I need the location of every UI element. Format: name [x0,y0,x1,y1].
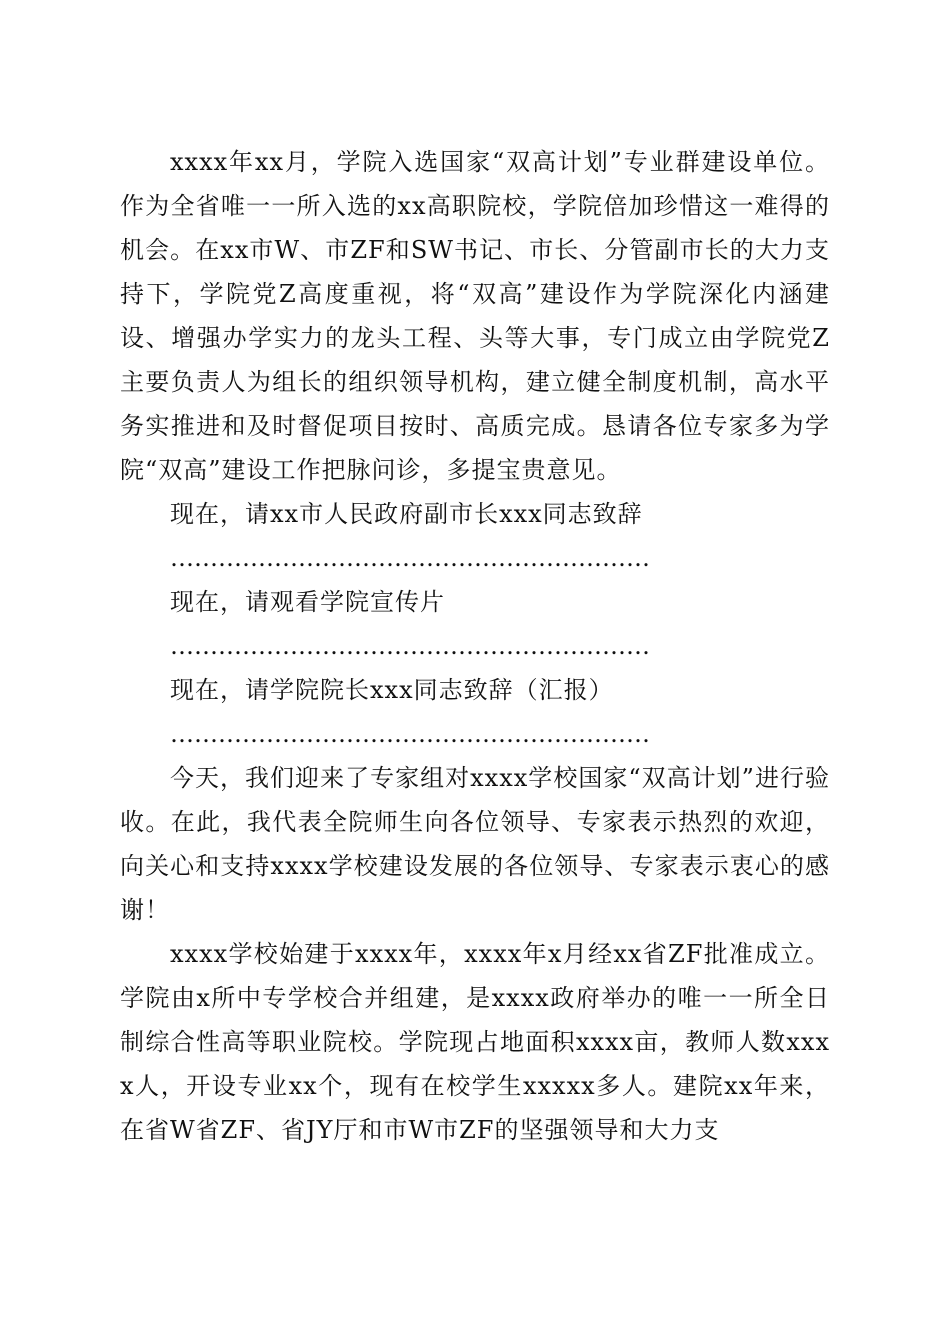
document-body [120,140,830,1152]
agenda-line-promo-video: 现在，请观看学院宣传片 [170,588,445,616]
paragraph-school-history: xxxx学校始建于xxxx年，xxxx年x月经xx省ZF批准成立。学院由x所中专学校合并组建，是xxxx政府举办的唯一一所全日制综合性高等职业院校。学院现占地面积xxxx亩，教师人数xxxx人，开设专业xx个，现有在校学生xxxxx多人。建院xx年来，在省W省ZF、省JY厅和市W市ZF的坚强领导和大力支 [120,940,830,1144]
ellipsis-separator: …………………………………………………… [170,720,650,748]
paragraph-welcome: 今天，我们迎来了专家组对xxxx学校国家“双高计划”进行验收。在此，我代表全院师生向各位领导、专家表示热烈的欢迎，向关心和支持xxxx学校建设发展的各位领导、专家表示衷心的感谢！ [120,764,830,924]
agenda-line-president-speech: 现在，请学院院长xxx同志致辞（汇报） [170,676,614,704]
paragraph-intro: xxxx年xx月，学院入选国家“双高计划”专业群建设单位。作为全省唯一一所入选的xx高职院校，学院倍加珍惜这一难得的机会。在xx市W、市ZF和SW书记、市长、分管副市长的大力支持下，学院党Z高度重视，将“双高”建设作为学院深化内涵建设、增强办学实力的龙头工程、头等大事，专门成立由学院党Z主要负责人为组长的组织领导机构，建立健全制度机制，高水平务实推进和及时督促项目按时、高质完成。恳请各位专家多为学院“双高”建设工作把脉问诊，多提宝贵意见。 [120,148,830,484]
ellipsis-separator: …………………………………………………… [170,632,650,660]
agenda-line-vice-mayor-speech: 现在，请xx市人民政府副市长xxx同志致辞 [170,500,643,528]
ellipsis-separator: …………………………………………………… [170,544,650,572]
